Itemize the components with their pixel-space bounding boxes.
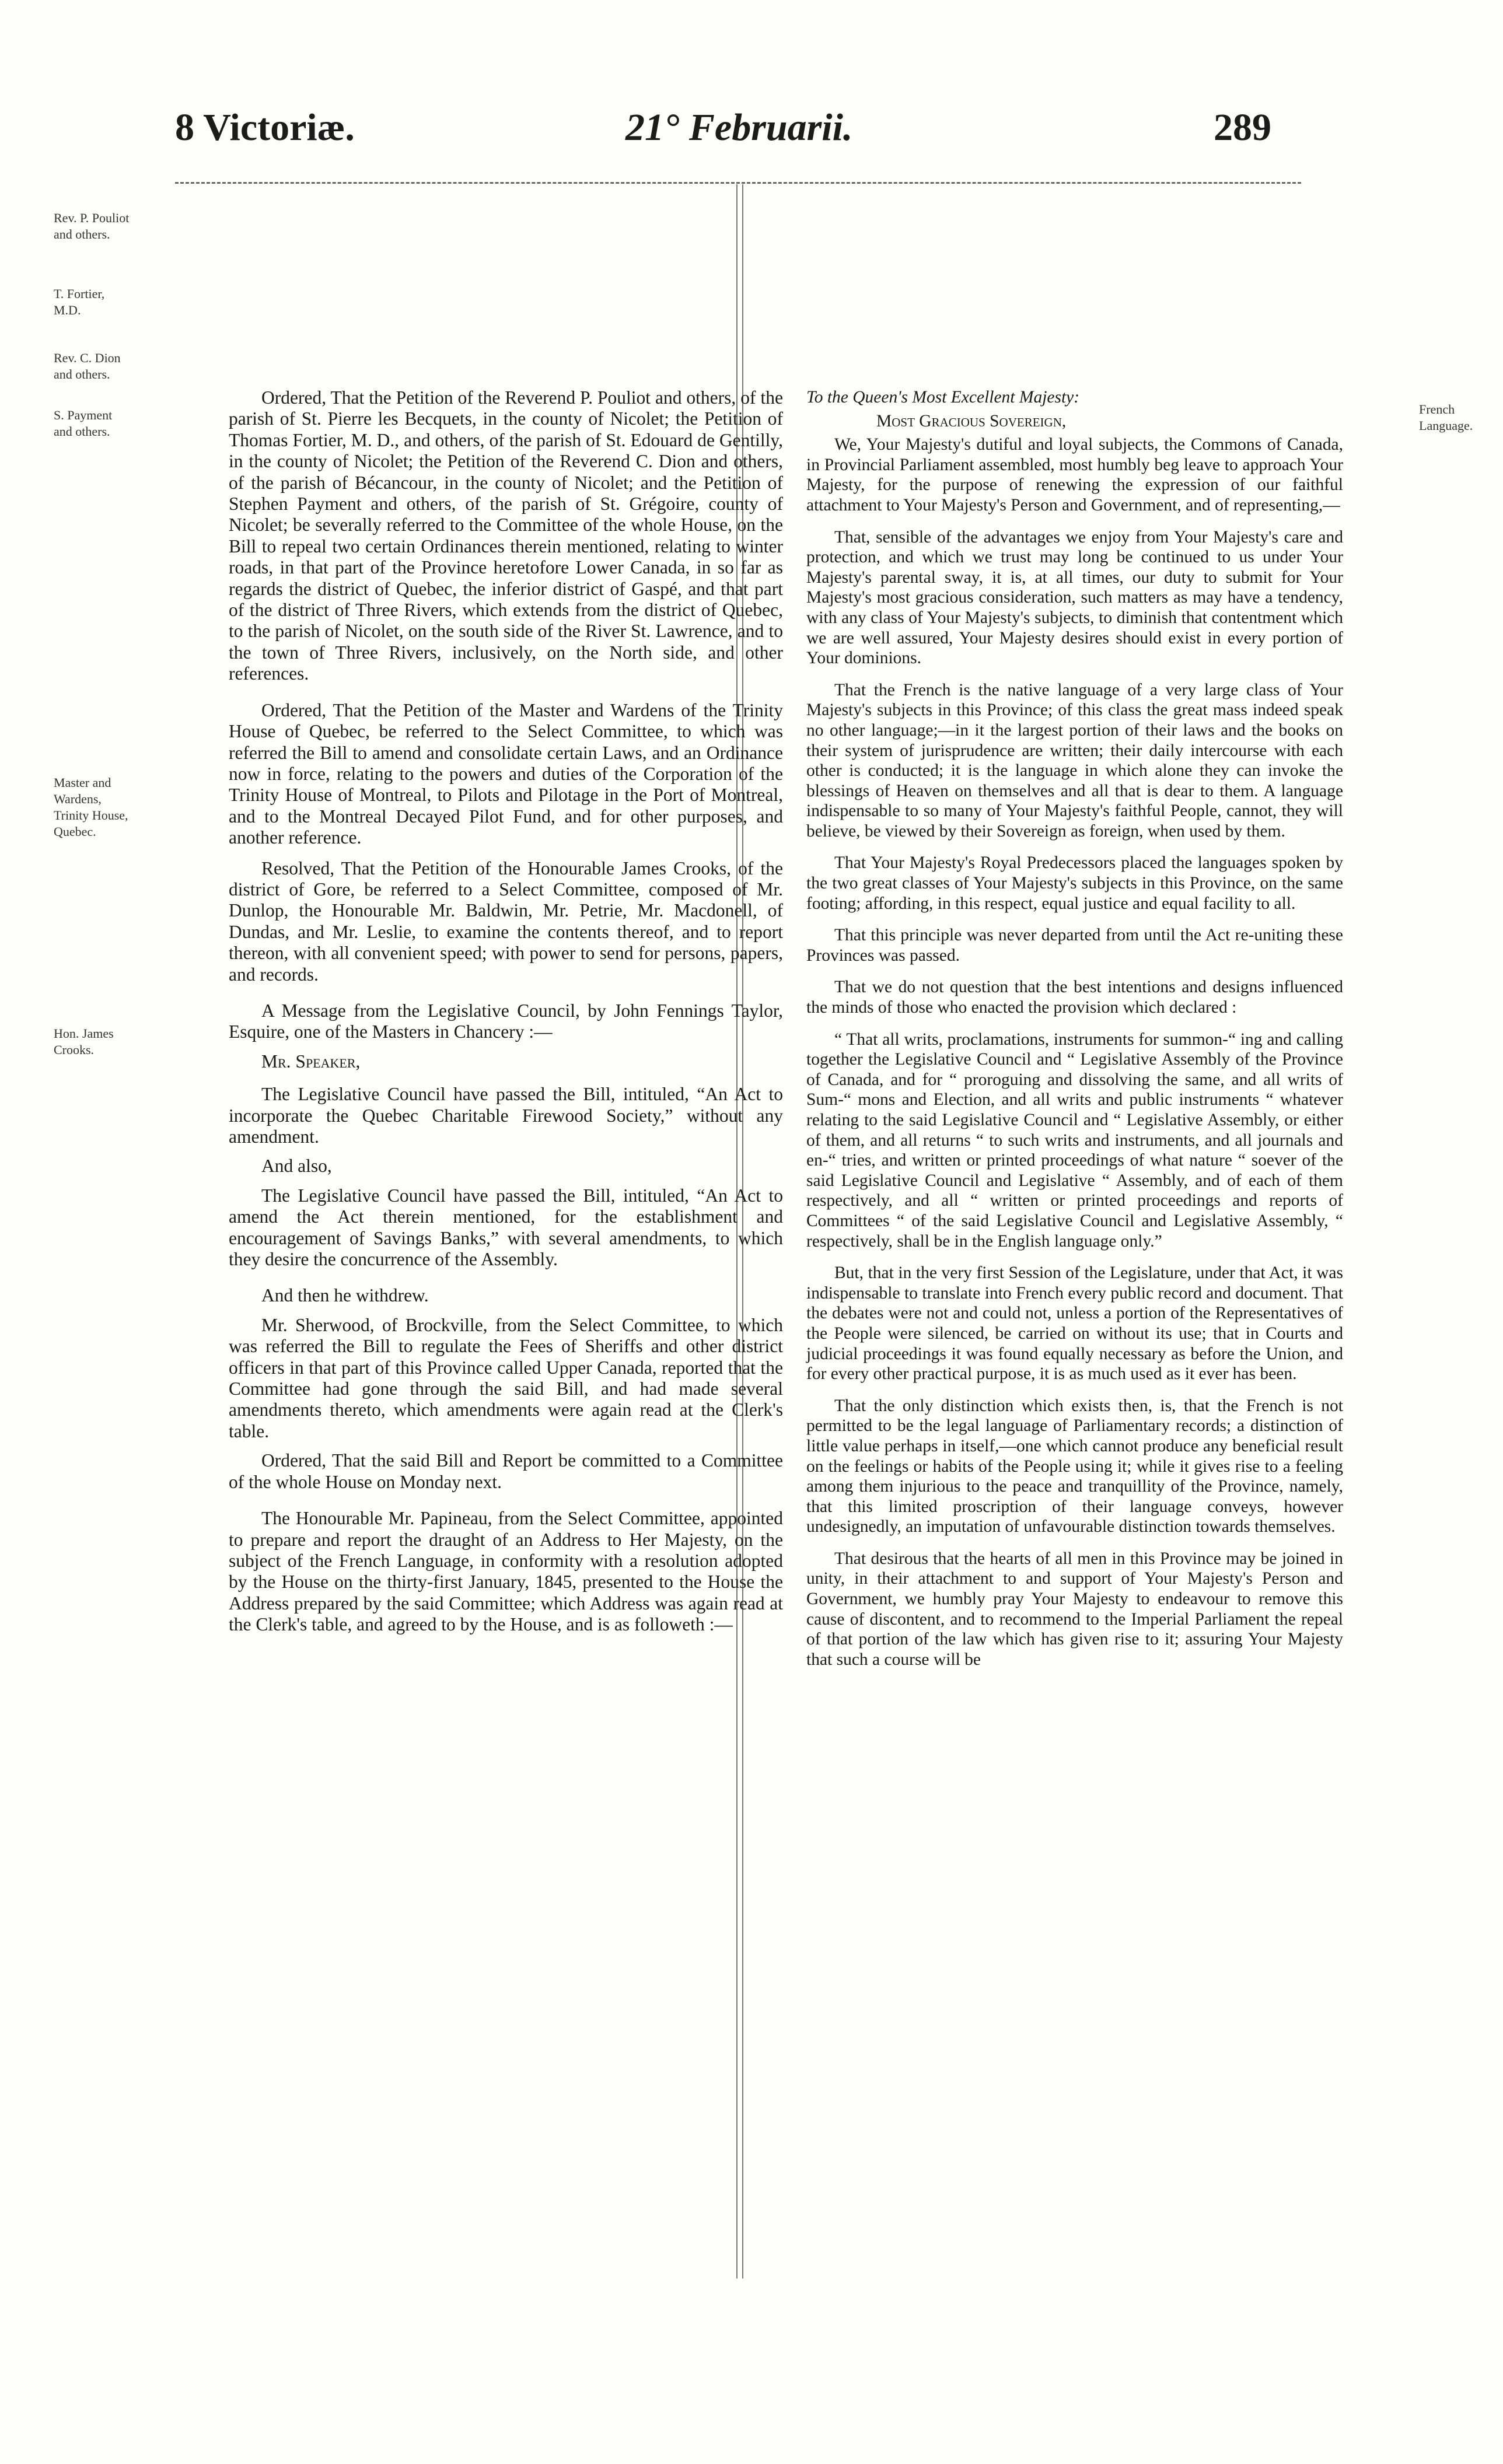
resolution-crooks-petition: Resolved, That the Petition of the Honourable James Crooks, of the district of Gore, be referred to a Select Committee, composed of Mr. Dunlop, the Honourable Mr. Baldwin, Mr. Petrie, Mr. Macdonell, of Dundas, and Mr. Leslie, to examine the contents thereof, and to report thereon, with all convenient speed; with power to send for persons, papers, and records.: [229, 858, 783, 985]
left-margin-notes: [54, 194, 1473, 2270]
order-petitions-nicolet: Ordered, That the Petition of the Reverend P. Pouliot and others, of the parish of St. Pierre les Becquets, in the county of Nicolet; the Petition of Thomas Fortier, M. D., and others, of the parish of St. Edouard de Gentilly, in the county of Nicolet; the Petition of the Reverend C. Dion and others, of the parish of Bécancour, in the county of Nicolet; and the Petition of Stephen Payment and others, of the parish of St. Grégoire, county of Nicolet; be severally referred to the Committee of the whole House, on the Bill to repeal two certain Ordinances therein mentioned, relating to winter roads, in that part of the Province heretofore Lower Canada, in so far as regards the district of Quebec, the inferior district of Gaspé, and that part of the district of Three Rivers, which extends from the district of Quebec, to the parish of Nicolet, on the south side of the River St. Lawrence, and to the town of Three Rivers, inclusively, on the North side, and other references.: [229, 387, 783, 684]
margin-note-pouliot: Rev. P. Pouliot and others.: [54, 211, 130, 242]
page-number: 289: [1214, 106, 1271, 149]
order-trinity-house-petition: Ordered, That the Petition of the Master and Wardens of the Trinity House of Quebec, be referred to the Select Committee, to which was referred the Bill to amend and consolidate certain Laws, and an Ordinance now in force, relating to the powers and duties of the Corporation of the Trinity House of Montreal, to Pilots and Pilotage in the Port of Montreal, and to the Montreal Decayed Pilot Fund, and for other purposes, and another reference.: [229, 699, 783, 848]
address-paragraph-2: That, sensible of the advantages we enjoy from Your Majesty's care and protection, and which we trust may long be continued to us under Your Majesty's parental sway, it is, at all times, our duty to submit for Your Majesty's most gracious consideration, such matters as may have a tendency, with any class of Your Majesty's subjects, to diminish that contentment which we are well assured, Your Majesty desires should exist in every portion of Your dominions.: [806, 527, 1343, 668]
regnal-year: 8 Victoriæ.: [175, 106, 355, 149]
page-date: 21° Februarii.: [625, 106, 853, 149]
address-paragraph-9: That the only distinction which exists then, is, that the French is not permitted to be the legal language of Parliamentary records; a distinction of little value perhaps in itself,—one which cannot produce any beneficial result on the feelings or habits of the People using it; while it gives rise to a feeling among them injurious to the peace and tranquillity of the Province, namely, that this limited proscription of their language conveys, however undesignedly, an imputation of unfavourable distinction towards themselves.: [806, 1396, 1343, 1536]
mr-speaker: Mr. Speaker,: [261, 1051, 361, 1072]
papineau-address-report: The Honourable Mr. Papineau, from the Select Committee, appointed to prepare and report the draught of an Address to Her Majesty, on the subject of the French Language, in conformity with a resolution adopted by the House on the thirty-first January, 1845, presented to the House the Address prepared by the said Committee; which Address was again read at the Clerk's table, and agreed to by the House, and is as followeth :—: [229, 1508, 783, 1635]
union-act-quotation: “ That all writs, proclamations, instruments for summon-“ ing and calling together the Legislative Council and “ Legislative Assembly of the Province of Canada, and for “ proroguing and dissolving the same, and all writs of Sum-“ mons and Election, and all writs and public instruments “ whatever relating to the said Legislative Council and “ Legislative Assembly, or either of them, and all returns “ to such writs and instruments, and all journals and en-“ tries, and written or printed proceedings of what nature “ soever of the said Legislative Council and Legislative “ Assembly, and of each of them respectively, and all “ written or printed proceedings and reports of Committees “ of the said Legislative Council and Legislative Assembly, “ respectively, shall be in the English language only.”: [806, 1030, 1343, 1251]
address-paragraph-4: That Your Majesty's Royal Predecessors placed the languages spoken by the two great classes of Your Majesty's subjects in this Province, on the same footing; affording, in this respect, equal justice and equal facility to all.: [806, 853, 1343, 913]
header-rule: [175, 182, 1301, 184]
address-paragraph-5: That this principle was never departed from until the Act re-uniting these Provinces was passed.: [806, 926, 1343, 965]
savings-banks-bill: The Legislative Council have passed the Bill, intituled, “An Act to amend the Act therein mentioned, for the establishment and encouragement of Savings Banks,” with several amendments, to which they desire the concurrence of the Assembly.: [229, 1185, 783, 1270]
order-committee-monday: Ordered, That the said Bill and Report be committed to a Committee of the whole House on Monday next.: [229, 1450, 783, 1492]
address-paragraph-1: We, Your Majesty's dutiful and loyal subjects, the Commons of Canada, in Provincial Parliament assembled, most humbly beg leave to approach Your Majesty, for the purpose of renewing the expression of our faithful attachment to Your Majesty's Person and Government, and of representing,—: [806, 435, 1343, 514]
council-message-intro: A Message from the Legislative Council, by John Fennings Taylor, Esquire, one of the Masters in Chancery :—: [229, 1000, 783, 1042]
address-paragraph-6: That we do not question that the best intentions and designs influenced the minds of those who enacted the provision which declared :: [806, 978, 1343, 1017]
right-column: [806, 387, 1343, 2464]
left-column: [229, 387, 783, 2464]
margin-note-french-language-right: French Language.: [1419, 402, 1473, 433]
margin-note-crooks: Hon. James Crooks.: [54, 1026, 114, 1057]
margin-note-trinity-house: Master and Wardens, Trinity House, Quebec.: [54, 775, 128, 839]
margin-note-fortier: T. Fortier, M.D.: [54, 286, 105, 317]
messenger-withdrew: And then he withdrew.: [261, 1285, 429, 1306]
address-title: To the Queen's Most Excellent Majesty:: [806, 388, 1080, 407]
firewood-society-bill: The Legislative Council have passed the Bill, intituled, “An Act to incorporate the Quebec Charitable Firewood Society,” without any amendment.: [229, 1084, 783, 1147]
address-paragraph-8: But, that in the very first Session of the Legislature, under that Act, it was indispensable to translate into French every public record and document. That the debates were not and could not, unless a portion of the Representatives of the People were silenced, be carried on without its use; that in Courts and judicial proceedings it was found equally necessary as before the Union, and for every other practical purpose, it is as much used as it ever has been.: [806, 1264, 1343, 1384]
address-salutation: Most Gracious Sovereign,: [876, 411, 1067, 430]
margin-note-dion: Rev. C. Dion and others.: [54, 351, 121, 382]
address-paragraph-3: That the French is the native language of a very large class of Your Majesty's subjects in this Province; of this class the great mass indeed speak no other language;—in it the largest portion of their laws and the books on their system of jurisprudence are written; their daily intercourse with each other is conducted; it is the language in which alone they can invoke the blessings of Heaven on themselves and all that is dear to them. A language indispensable to so many of Your Majesty's faithful People, cannot, they will believe, be viewed by their Sovereign as foreign, when used by them.: [806, 680, 1343, 841]
address-paragraph-10: That desirous that the hearts of all men in this Province may be joined in unity, in their attachment to and support of Your Majesty's Person and Government, we humbly pray Your Majesty to endeavour to remove this cause of discontent, and to recommend to the Imperial Parliament the repeal of that portion of the law which has given rise to it; assuring Your Majesty that such a course will be: [806, 1549, 1343, 1669]
and-also: And also,: [261, 1156, 332, 1177]
page-header: [0, 0, 1503, 187]
sheriffs-fees-report: Mr. Sherwood, of Brockville, from the Select Committee, to which was referred the Bill to regulate the Fees of Sheriffs and other district officers in that part of this Province called Upper Canada, reported that the Committee had gone through the said Bill, and had made several amendments thereto, which amendments were again read at the Clerk's table.: [229, 1314, 783, 1441]
margin-note-payment: S. Payment and others.: [54, 408, 113, 439]
right-margin-notes: [1419, 387, 1503, 621]
